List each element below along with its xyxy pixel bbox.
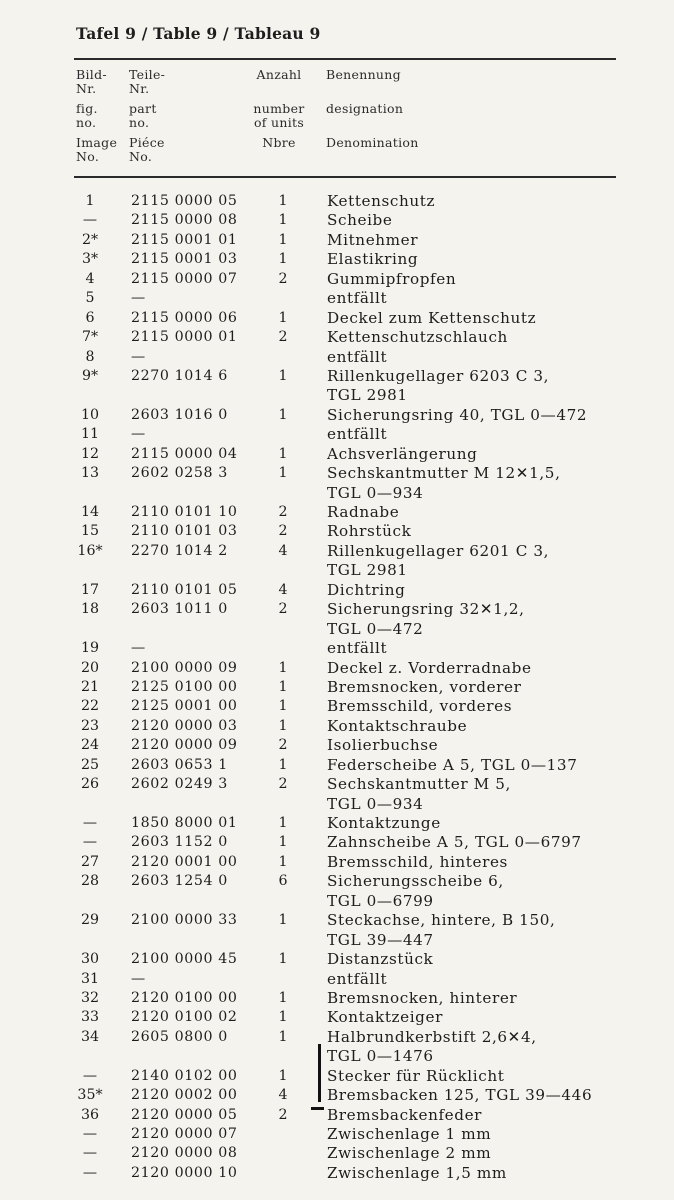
quantity: 2 [278,601,288,618]
part-number: — [131,426,146,443]
designation: Bremsschild, hinteres [327,852,508,871]
quantity: 1 [278,912,288,929]
part-number: — [131,290,146,307]
header-fig-en-1: fig. [76,101,98,116]
table-row [0,833,674,852]
table-row [0,795,674,814]
designation: Sicherungsring 32✕1,2, [327,600,525,619]
part-number: 2115 0000 04 [131,445,238,462]
designation: Kontaktschraube [327,716,468,735]
designation: TGL 39—447 [327,930,434,949]
quantity: 1 [278,1009,288,1026]
designation: Mitnehmer [327,230,419,249]
part-number: — [131,970,146,987]
fig-number: 22 [80,698,100,715]
table-row [0,950,674,969]
designation: entfällt [327,639,388,658]
fig-number: 34 [80,1028,100,1045]
part-number: 2115 0000 01 [131,329,238,346]
table-row [0,406,674,425]
part-number: 2110 0101 10 [131,504,238,520]
part-number: 2602 0258 3 [131,465,228,482]
fig-number: 4 [85,270,95,287]
table-row [0,1106,674,1125]
quantity: 1 [278,251,288,268]
designation: Kettenschutz [327,192,436,210]
table-row [0,484,674,503]
fig-number: — [82,1145,98,1162]
header-part-en-2: no. [129,115,150,130]
quantity: 1 [278,445,288,462]
table-row [0,872,674,891]
fig-number: 14 [80,504,100,520]
designation: Kontaktzeiger [327,1008,443,1027]
table-row [0,445,674,464]
designation: TGL 0—472 [327,619,424,638]
quantity: 2 [278,523,288,540]
table-row [0,756,674,775]
quantity: 4 [278,542,288,559]
table-row [0,1047,674,1066]
table-row [0,270,674,289]
part-number: 2100 0000 33 [131,912,238,929]
quantity: 2 [278,329,288,346]
designation: Bremsschild, vorderes [327,697,513,716]
fig-number: 25 [80,756,100,773]
table-row [0,367,674,386]
table-row [0,911,674,930]
fig-number: 3* [81,251,99,268]
designation: Sicherungsscheibe 6, [327,872,504,891]
table-row [0,892,674,911]
header-top-rule [74,58,616,60]
designation: Sicherungsring 40, TGL 0—472 [327,405,588,424]
table-row [0,542,674,561]
part-number: 2603 1011 0 [131,601,228,618]
table-row [0,250,674,269]
page-title: Tafel 9 / Table 9 / Tableau 9 [76,24,321,43]
quantity: 1 [278,989,288,1006]
fig-number: 36 [80,1106,100,1123]
table-row [0,1028,674,1047]
header-fig-fr-1: Image [76,135,118,150]
fig-number: 2* [81,231,99,248]
table-row [0,348,674,367]
fig-number: 12 [80,445,100,462]
header-part-de-1: Teile- [129,67,166,82]
part-number: 2120 0000 10 [131,1164,238,1181]
fig-number: 28 [80,873,100,890]
quantity: 2 [278,270,288,287]
fig-number: 13 [80,465,100,482]
designation: Bremsnocken, vorderer [327,677,522,696]
designation: TGL 0—934 [327,483,424,502]
designation: Radnabe [327,503,400,521]
part-number: 2120 0000 03 [131,717,238,734]
header-name-column [326,68,616,150]
table-row [0,1125,674,1144]
part-number: 1850 8000 01 [131,815,238,831]
designation: entfällt [327,425,388,444]
header-name-de: Benennung [326,67,401,82]
table-row [0,600,674,619]
fig-number: — [82,1126,98,1142]
table-row [0,425,674,444]
designation: Zahnscheibe A 5, TGL 0—6797 [327,833,582,852]
part-number: 2120 0100 02 [131,1009,238,1026]
header-fig-column [76,68,126,164]
part-number: 2270 1014 2 [131,542,228,559]
table-row [0,853,674,872]
designation: Zwischenlage 1,5 mm [327,1163,507,1182]
designation: Rohrstück [327,522,412,541]
header-part-de-2: Nr. [129,81,150,96]
designation: Rillenkugellager 6203 C 3, [327,366,550,385]
table-row [0,328,674,347]
table-row [0,970,674,989]
designation: Achsverlängerung [327,444,478,463]
header-part-column [129,68,239,164]
fig-number: 24 [80,737,100,754]
table-row [0,775,674,794]
table-row [0,192,674,211]
header-fig-de-1: Bild- [76,67,107,82]
parts-table [0,192,674,1183]
fig-number: 21 [80,678,100,695]
designation: TGL 2981 [327,386,408,405]
part-number: 2602 0249 3 [131,776,228,793]
designation: entfällt [327,969,388,988]
header-name-fr: Denomination [326,135,419,150]
table-row [0,464,674,483]
header-part-fr-2: No. [129,149,153,164]
table-row [0,309,674,328]
designation: Kontaktzunge [327,814,441,832]
quantity: 1 [278,678,288,695]
header-fig-fr-2: No. [76,149,100,164]
part-number: 2120 0000 07 [131,1126,238,1142]
part-number: 2120 0000 05 [131,1106,238,1123]
quantity: 2 [278,776,288,793]
designation: Steckachse, hintere, B 150, [327,911,556,930]
designation: Isolierbuchse [327,736,439,755]
designation: Bremsbacken 125, TGL 39—446 [327,1086,593,1105]
designation: Gummipfropfen [327,269,457,288]
table-row [0,1144,674,1163]
header-fig-de-2: Nr. [76,81,97,96]
fig-number: — [82,1067,98,1084]
designation: Deckel zum Kettenschutz [327,308,537,327]
quantity: 1 [278,212,288,229]
fig-number: 18 [80,601,100,618]
fig-number: 15 [80,523,100,540]
designation: Elastikring [327,250,419,269]
fig-number: 26 [80,776,100,793]
part-number: 2605 0800 0 [131,1028,228,1045]
part-number: 2115 0000 07 [131,270,238,287]
fig-number: 17 [80,581,100,598]
fig-number: 23 [80,717,100,734]
margin-mark [311,1107,324,1110]
table-row [0,814,674,833]
table-row [0,231,674,250]
fig-number: 9* [81,367,99,384]
table-row [0,989,674,1008]
table-row [0,522,674,541]
designation: TGL 0—6799 [327,891,434,910]
designation: entfällt [327,347,388,366]
quantity: 1 [278,1067,288,1084]
fig-number: 20 [80,659,100,676]
part-number: 2125 0001 00 [131,698,238,715]
fig-number: 30 [80,951,100,968]
header-name-en: designation [326,101,404,116]
quantity: 2 [278,1106,288,1123]
designation: Zwischenlage 2 mm [327,1144,492,1163]
quantity: 2 [278,504,288,520]
table-row [0,639,674,658]
part-number: 2115 0001 03 [131,251,238,268]
fig-number: 7* [81,329,99,346]
fig-number: 32 [80,989,100,1006]
table-row [0,697,674,716]
header-qty-en-2: of units [253,115,305,130]
table-row [0,581,674,600]
fig-number: 6 [85,309,95,326]
quantity: 1 [278,231,288,248]
designation: Scheibe [327,211,393,230]
designation: Sechskantmutter M 5, [327,775,511,794]
table-row [0,678,674,697]
quantity: 1 [278,815,288,831]
designation: TGL 2981 [327,561,408,580]
fig-number: — [82,834,98,851]
table-row [0,1067,674,1086]
fig-number: 16* [77,542,103,559]
quantity: 2 [278,737,288,754]
table-row [0,561,674,580]
fig-number: 10 [80,406,100,423]
designation: TGL 0—1476 [327,1047,434,1066]
fig-number: 35* [77,1087,103,1104]
fig-number: 27 [80,853,100,870]
part-number: — [131,640,146,657]
part-number: 2140 0102 00 [131,1067,238,1084]
header-fig-en-2: no. [76,115,97,130]
header-qty-de: Anzahl [256,67,302,82]
part-number: 2603 0653 1 [131,756,228,773]
quantity: 1 [278,853,288,870]
designation: Dichtring [327,580,406,599]
part-number: 2603 1254 0 [131,873,228,890]
designation: Sechskantmutter M 12✕1,5, [327,464,561,483]
fig-number: — [82,1164,98,1181]
quantity: 1 [278,834,288,851]
table-row [0,736,674,755]
designation: Federscheibe A 5, TGL 0—137 [327,755,578,774]
designation: Halbrundkerbstift 2,6✕4, [327,1027,537,1046]
quantity: 1 [278,698,288,715]
table-row [0,503,674,522]
fig-number: 5 [85,290,95,307]
designation: Bremsnocken, hinterer [327,988,518,1007]
fig-number: 8 [85,348,95,365]
quantity: 1 [278,309,288,326]
part-number: — [131,348,146,365]
designation: Deckel z. Vorderradnabe [327,658,532,677]
table-row [0,289,674,308]
part-number: 2110 0101 05 [131,581,238,598]
quantity: 1 [278,1028,288,1045]
header-qty-column [246,68,312,150]
designation: Distanzstück [327,950,434,969]
designation: Zwischenlage 1 mm [327,1125,492,1143]
part-number: 2115 0000 08 [131,212,238,229]
margin-mark [318,1044,321,1102]
fig-number: 31 [80,970,100,987]
table-row [0,931,674,950]
table-row [0,211,674,230]
designation: Stecker für Rücklicht [327,1066,505,1085]
part-number: 2120 0001 00 [131,853,238,870]
fig-number: — [82,815,98,831]
part-number: 2120 0000 09 [131,737,238,754]
header-qty-en-1: number [253,101,305,116]
header-part-fr-1: Piéce [129,135,165,150]
fig-number: 29 [80,912,100,929]
fig-number: — [82,212,98,229]
part-number: 2110 0101 03 [131,523,238,540]
quantity: 6 [278,873,288,890]
table-row [0,1008,674,1027]
part-number: 2120 0000 08 [131,1145,238,1162]
part-number: 2120 0002 00 [131,1087,238,1104]
designation: Bremsbackenfeder [327,1105,483,1124]
table-row [0,386,674,405]
quantity: 4 [278,1087,288,1104]
part-number: 2100 0000 45 [131,951,238,968]
quantity: 1 [278,717,288,734]
quantity: 1 [278,756,288,773]
quantity: 1 [278,193,288,209]
table-row [0,1086,674,1105]
quantity: 1 [278,465,288,482]
part-number: 2125 0100 00 [131,678,238,695]
table-row [0,659,674,678]
table-row [0,620,674,639]
quantity: 1 [278,659,288,676]
fig-number: 33 [80,1009,100,1026]
designation: Kettenschutzschlauch [327,328,508,347]
part-number: 2120 0100 00 [131,989,238,1006]
table-row [0,717,674,736]
fig-number: 11 [80,426,100,443]
part-number: 2115 0001 01 [131,231,238,248]
quantity: 4 [278,581,288,598]
header-qty-fr: Nbre [262,135,296,150]
part-number: 2100 0000 09 [131,659,238,676]
part-number: 2115 0000 05 [131,193,238,209]
table-row [0,1164,674,1183]
header-part-en-1: part [129,101,157,116]
designation: Rillenkugellager 6201 C 3, [327,541,550,560]
designation: TGL 0—934 [327,794,424,813]
quantity: 1 [278,367,288,384]
fig-number: 1 [85,193,95,209]
part-number: 2115 0000 06 [131,309,238,326]
designation: entfällt [327,289,388,308]
part-number: 2603 1016 0 [131,406,228,423]
quantity: 1 [278,951,288,968]
quantity: 1 [278,406,288,423]
fig-number: 19 [80,640,100,657]
part-number: 2270 1014 6 [131,367,228,384]
part-number: 2603 1152 0 [131,834,228,851]
header-bottom-rule [74,176,616,178]
